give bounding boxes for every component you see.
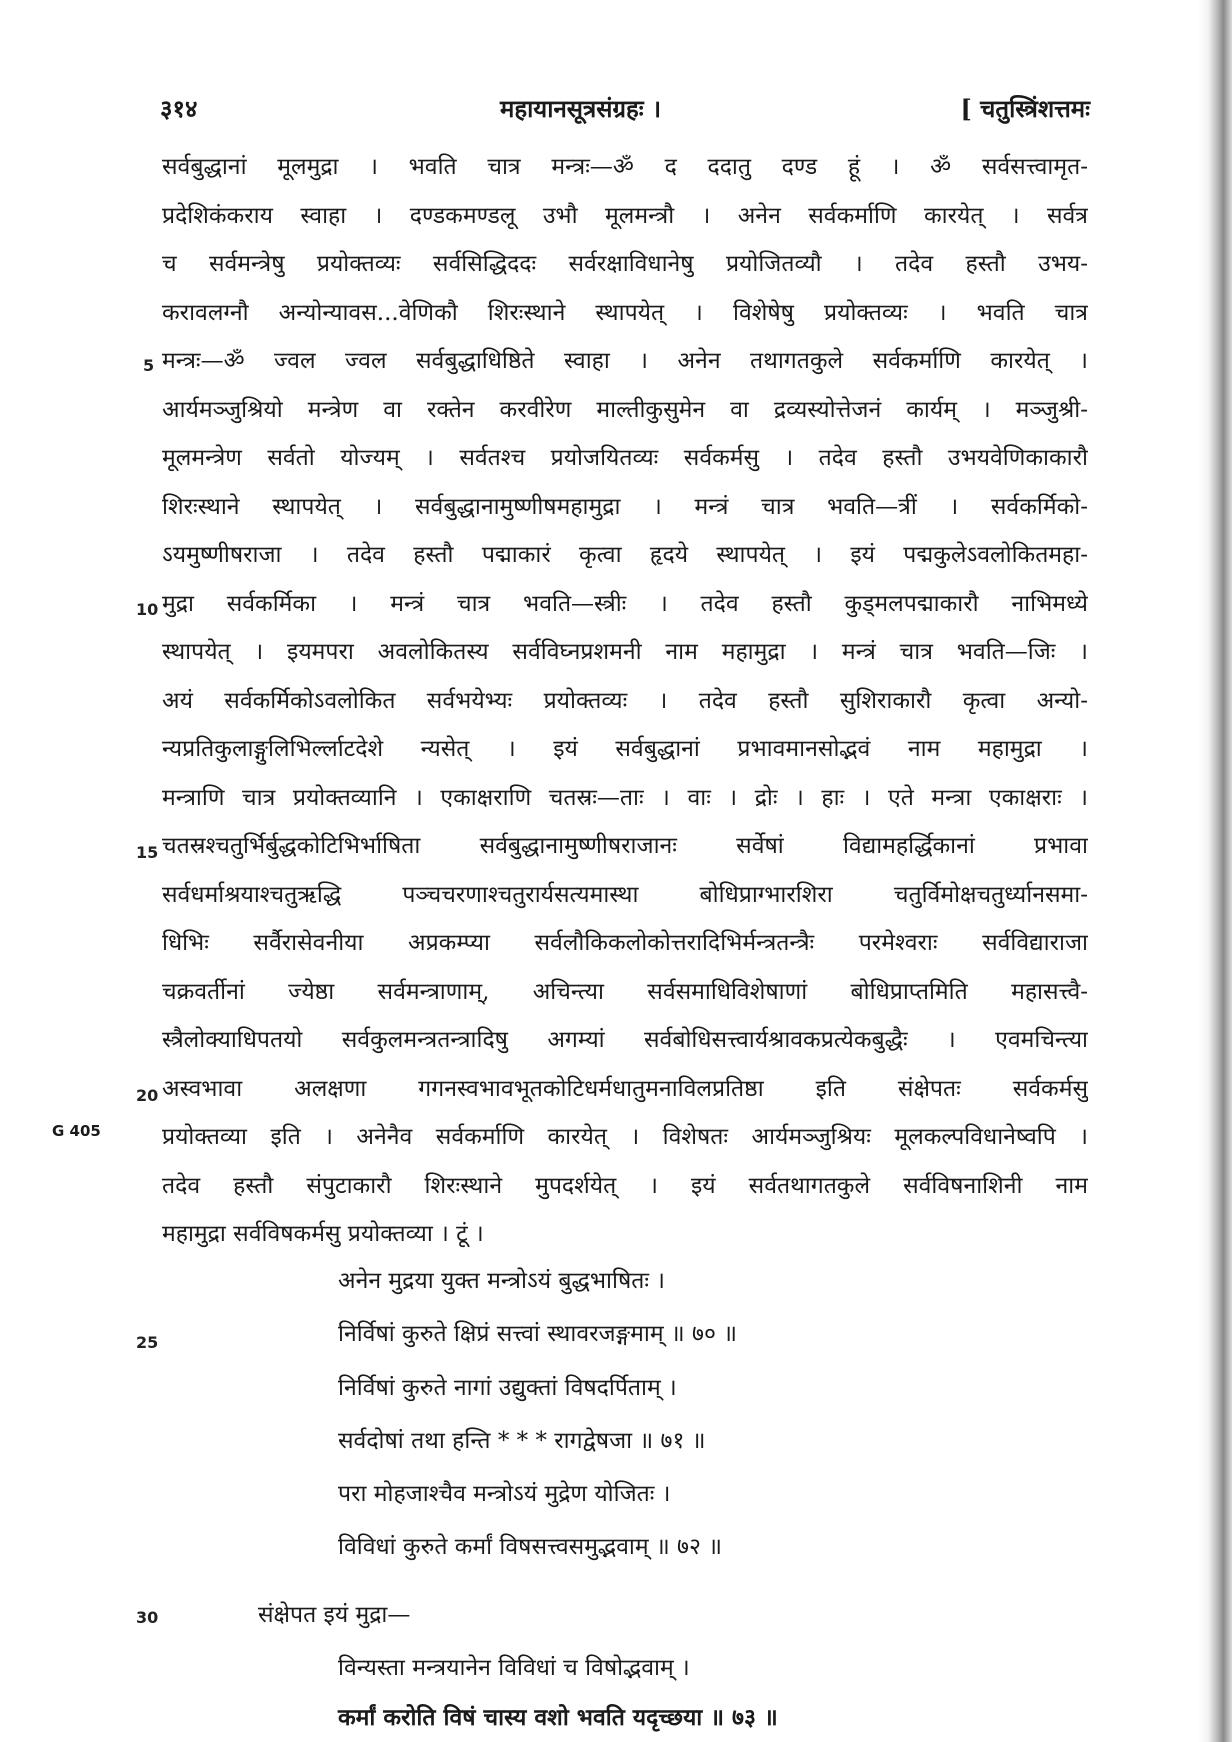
prose-line: आर्यमञ्जुश्रियो मन्त्रेण वा रक्तेन करवीरेण माल्तीकुसुमेन वा द्रव्यस्योत्तेजनं कार्यम् । मञ्जुश्री- bbox=[162, 396, 1088, 423]
prose-line: प्रदेशिकंकराय स्वाहा । दण्डकमण्डलू उभौ मूलमन्त्रौ । अनेन सर्वकर्माणि कारयेत् । सर्वत्र bbox=[162, 202, 1088, 229]
chapter-title: [ चतुस्त्रिंशत्तमः bbox=[960, 94, 1090, 123]
line-number-10: 10 bbox=[136, 600, 159, 619]
prose-line: धिभिः सर्वैरासेवनीया अप्रकम्प्या सर्वलौकिकलोकोत्तरादिभिर्मन्त्रतन्त्रैः परमेश्वराः सर्वविद्याराजा bbox=[162, 930, 1088, 956]
running-header bbox=[160, 92, 1090, 132]
prose-line: मन्त्रः—ॐ ज्वल ज्वल सर्वबुद्धाधिष्ठिते स्वाहा । अनेन तथागतकुले सर्वकर्माणि कारयेत् । bbox=[162, 348, 1088, 374]
prose-line: च सर्वमन्त्रेषु प्रयोक्तव्यः सर्वसिद्धिददः सर्वरक्षाविधानेषु प्रयोजितव्यौ । तदेव हस्तौ उभय- bbox=[162, 251, 1088, 277]
prose-line: प्रयोक्तव्या इति । अनेनैव सर्वकर्माणि कारयेत् । विशेषतः आर्यमञ्जुश्रियः मूलकल्पविधानेष्वपि । bbox=[162, 1124, 1088, 1150]
closing-intro: संक्षेपत इयं मुद्रा— bbox=[258, 1602, 411, 1628]
line-number-20: 20 bbox=[136, 1086, 159, 1105]
line-number-25: 25 bbox=[136, 1333, 159, 1352]
line-number-5: 5 bbox=[143, 356, 155, 375]
prose-line: चतस्रश्चतुर्भिर्बुद्धकोटिभिर्भाषिता सर्वबुद्धानामुष्णीषराजानः सर्वेषां विद्यामहर्द्धिकानां प्रभावा bbox=[162, 833, 1088, 859]
prose-line: मुद्रा सर्वकर्मिका । मन्त्रं चात्र भवति—स्त्रीः । तदेव हस्तौ कुड्मलपद्माकारौ नाभिमध्ये bbox=[162, 590, 1088, 617]
prose-line: अयं सर्वकर्मिकोऽवलोकित सर्वभयेभ्यः प्रयोक्तव्यः । तदेव हस्तौ सुशिराकारौ कृत्वा अन्यो- bbox=[162, 687, 1088, 714]
verse-line: निर्विषां कुरुते क्षिप्रं सत्त्वां स्थावरजङ्गमाम् ॥ ७० ॥ bbox=[338, 1321, 738, 1348]
verse-line: विविधां कुरुते कर्मां विषसत्त्वसमुद्भवाम् ॥ ७२ ॥ bbox=[338, 1534, 723, 1561]
prose-line: अस्वभावा अलक्षणा गगनस्वभावभूतकोटिधर्मधातुमनाविलप्रतिष्ठा इति संक्षेपतः सर्वकर्मसु bbox=[162, 1075, 1088, 1102]
closing-verse-line: कर्मां करोति विषं चास्य वशो भवति यदृच्छया ॥ ७३ ॥ bbox=[338, 1704, 778, 1731]
prose-line: चक्रवर्तीनां ज्येष्ठा सर्वमन्त्राणाम्, अचिन्त्या सर्वसमाधिविशेषाणां बोधिप्राप्तमिति महासत्त्वै- bbox=[162, 978, 1088, 1005]
prose-line: महामुद्रा सर्वविषकर्मसु प्रयोक्तव्या । टूं । bbox=[162, 1221, 484, 1247]
line-number-30: 30 bbox=[136, 1608, 159, 1627]
verse-line: अनेन मुद्रया युक्त मन्त्रोऽयं बुद्धभाषितः । bbox=[338, 1268, 666, 1294]
verse-block bbox=[338, 1255, 737, 1575]
margin-reference: G 405 bbox=[52, 1122, 101, 1140]
prose-line: मूलमन्त्रेण सर्वतो योज्यम् । सर्वतश्च प्रयोजयितव्यः सर्वकर्मसु । तदेव हस्तौ उभयवेणिकाकारौ bbox=[162, 445, 1088, 471]
prose-line: न्यप्रतिकुलाङ्गुलिभिर्ल्लाटदेशे न्यसेत् । इयं सर्वबुद्धानां प्रभावमानसोद्भवं नाम महामुद्रा । bbox=[162, 736, 1088, 762]
prose-line: सर्वबुद्धानां मूलमुद्रा । भवति चात्र मन्त्रः—ॐ द ददातु दण्ड हूं । ॐ सर्वसत्त्वामृत- bbox=[162, 154, 1088, 180]
prose-line: सर्वधर्माश्रयाश्चतुऋद्धि पञ्चचरणाश्चतुरार्यसत्यमास्था बोधिप्राग्भारशिरा चतुर्विमोक्षचतुर्ध्यानसमा- bbox=[162, 881, 1088, 908]
closing-verse-line: विन्यस्ता मन्त्रयानेन विविधां च विषोद्भवाम् । bbox=[338, 1655, 690, 1681]
verse-line: निर्विषां कुरुते नागां उद्युक्तां विषदर्पिताम् । bbox=[338, 1374, 677, 1401]
prose-line: स्थापयेत् । इयमपरा अवलोकितस्य सर्वविघ्नप्रशमनी नाम महामुद्रा । मन्त्रं चात्र भवति—जिः । bbox=[162, 639, 1088, 665]
verse-line: परा मोहजाश्चैव मन्त्रोऽयं मुद्रेण योजितः । bbox=[338, 1481, 671, 1508]
page-number: ३१४ bbox=[160, 94, 198, 123]
verse-line: सर्वदोषां तथा हन्ति * * * रागद्वेषजा ॥ ७१ ॥ bbox=[338, 1427, 706, 1454]
line-number-15: 15 bbox=[136, 843, 159, 862]
prose-line: शिरःस्थाने स्थापयेत् । सर्वबुद्धानामुष्णीषमहामुद्रा । मन्त्रं चात्र भवति—त्रीं । सर्वकर्मिको- bbox=[162, 493, 1088, 520]
prose-line: करावलग्नौ अन्योन्यावस...वेणिकौ शिरःस्थाने स्थापयेत् । विशेषेषु प्रयोक्तव्यः । भवति चात्र bbox=[162, 299, 1088, 326]
book-title: महायानसूत्रसंग्रहः । bbox=[500, 94, 662, 123]
scan-edge-shadow bbox=[1198, 0, 1232, 1742]
prose-line: मन्त्राणि चात्र प्रयोक्तव्यानि । एकाक्षराणि चतस्रः—ताः । वाः । द्रोः । हाः । एते मन्त्रा एकाक्षराः । bbox=[162, 784, 1088, 811]
prose-line: स्त्रैलोक्याधिपतयो सर्वकुलमन्त्रतन्त्रादिषु अगम्यां सर्वबोधिसत्त्वार्यश्रावकप्रत्येकबुद्धैः । एवमचिन्त्या bbox=[162, 1027, 1088, 1053]
prose-body bbox=[162, 143, 1088, 1259]
prose-line: तदेव हस्तौ संपुटाकारौ शिरःस्थाने मुपदर्शयेत् । इयं सर्वतथागतकुले सर्वविषनाशिनी नाम bbox=[162, 1172, 1088, 1199]
prose-line: ऽयमुष्णीषराजा । तदेव हस्तौ पद्माकारं कृत्वा हृदये स्थापयेत् । इयं पद्मकुलेऽवलोकितमहा- bbox=[162, 542, 1088, 568]
